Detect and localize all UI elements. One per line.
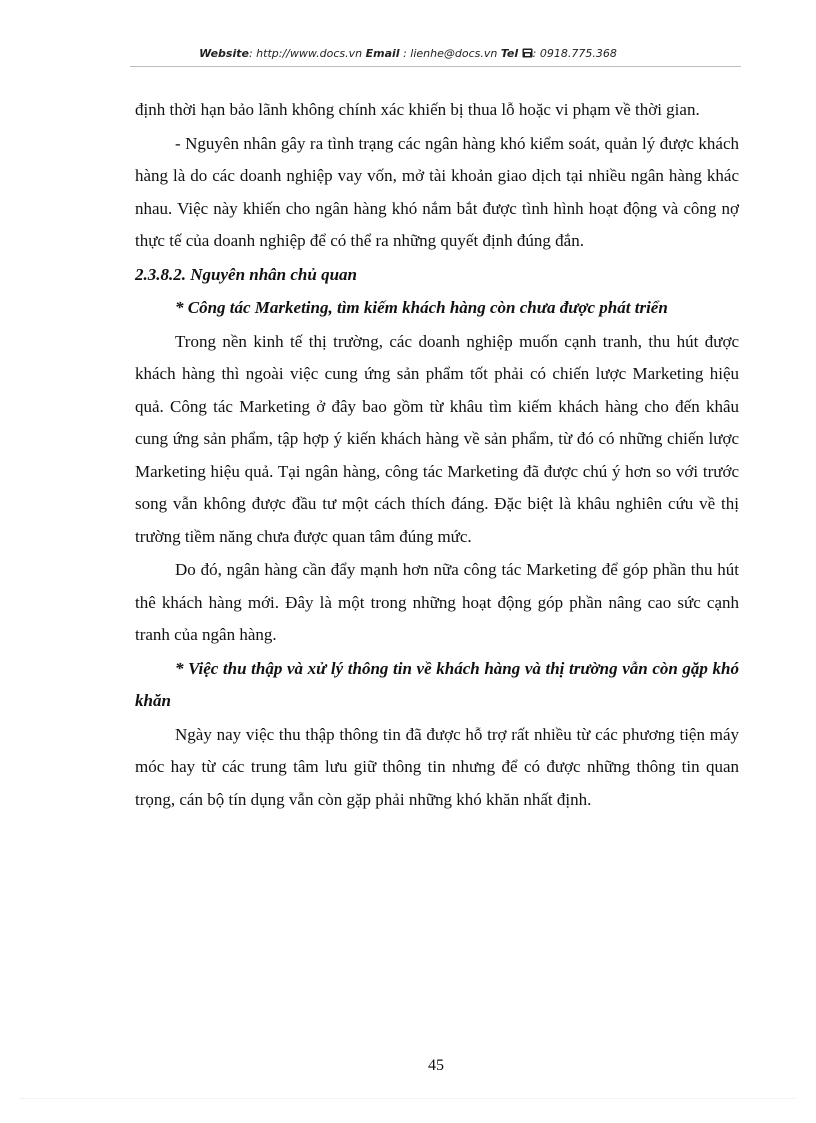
tel-label: Tel [500,47,519,60]
website-value: : http://www.docs.vn [248,47,363,60]
email-value: : lienhe@docs.vn [403,47,498,60]
header-divider [130,66,741,67]
email-label: Email [365,47,400,60]
subheading-information: * Việc thu thập và xử lý thông tin về khách hàng và thị trường vẫn còn gặp khó khăn [135,658,739,710]
subheading-marketing: * Công tác Marketing, tìm kiếm khách hàng còn chưa được phát triển [175,298,668,317]
footer-divider [20,1098,796,1099]
page-header [0,47,816,60]
page-number: 45 [428,1057,444,1074]
paragraph-4: Do đó, ngân hàng cần đẩy mạnh hơn nữa công tác Marketing để góp phần thu hút thê khách hàng mới. Đây là một trong những hoạt động góp phần nâng cao sức cạnh tranh của ngân hàng. [135,560,739,644]
phone-icon [522,47,533,60]
paragraph-5: Ngày nay việc thu thập thông tin đã được hỗ trợ rất nhiều từ các phương tiện máy móc hay từ các trung tâm lưu giữ thông tin nhưng để có được những thông tin quan trọng, cán bộ tín dụng vẫn còn gặp phải những khó khăn nhất định. [135,724,739,809]
document-body [135,94,739,817]
section-heading: 2.3.8.2. Nguyên nhân chủ quan [135,264,358,284]
paragraph-3: Trong nền kinh tế thị trường, các doanh nghiệp muốn cạnh tranh, thu hút được khách hàng thì ngoài việc cung ứng sản phẩm tốt phải có chiến lược Marketing hiệu quả. Công tác Marketing ở đây bao gồm từ khâu tìm kiếm khách hàng cho đến khâu cung ứng sản phẩm, tập hợp ý kiến khách hàng về sản phẩm, từ đó có những chiến lược Marketing hiệu quả. Tại ngân hàng, công tác Marketing đã được chú ý hơn so với trước song vẫn không được đầu tư một cách thích đáng. Đặc biệt là khâu nghiên cứu về thị trường tiềm năng chưa được quan tâm đúng mức. [135,331,739,546]
paragraph-1: định thời hạn bảo lãnh không chính xác khiến bị thua lỗ hoặc vi phạm về thời gian. [135,100,700,119]
website-label: Website [199,47,249,60]
paragraph-2: - Nguyên nhân gây ra tình trạng các ngân hàng khó kiểm soát, quản lý được khách hàng là do các doanh nghiệp vay vốn, mở tài khoản giao dịch tại nhiều ngân hàng khác nhau. Việc này khiến cho ngân hàng khó nắm bắt được tình hình hoạt động và công nợ thực tế của doanh nghiệp để có thể ra những quyết định đúng đắn. [135,133,739,250]
tel-value: : 0918.775.368 [532,47,617,60]
